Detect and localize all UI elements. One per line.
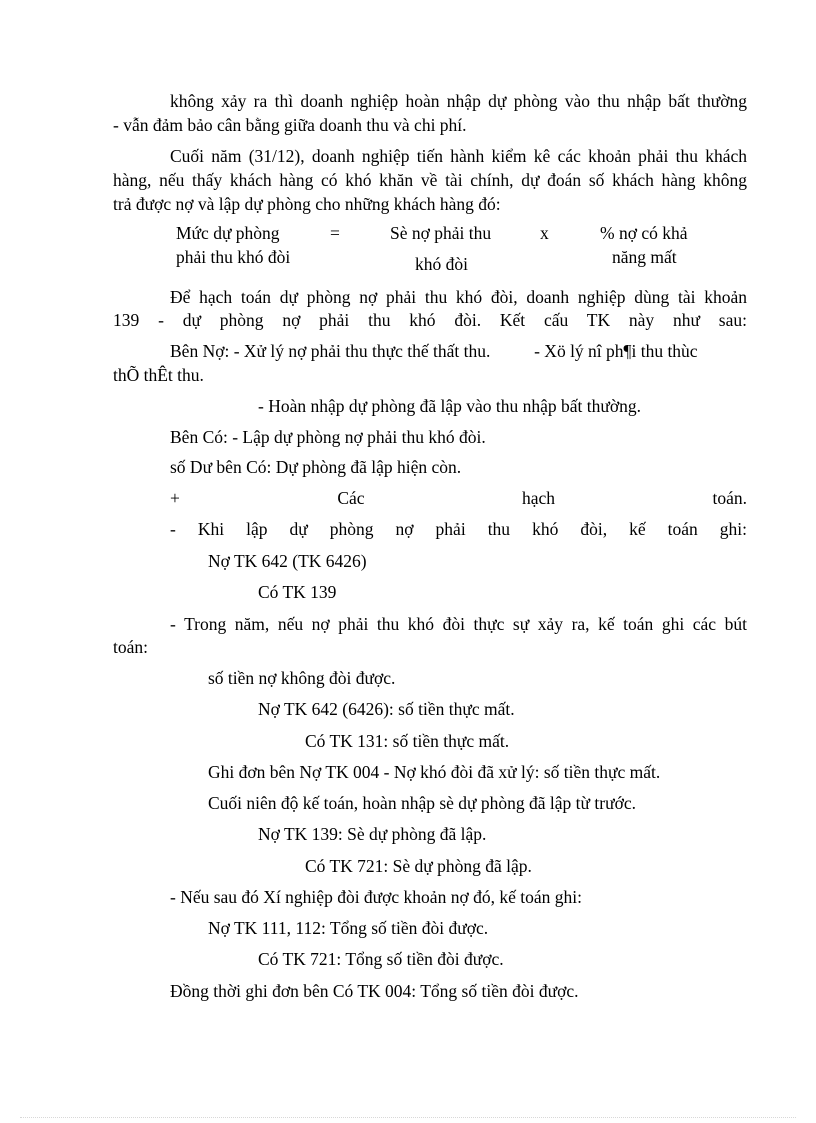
journal-debit: Nợ TK 642 (TK 6426) bbox=[208, 551, 367, 571]
memo-entry: Đồng thời ghi đơn bên Có TK 004: Tổng số tiền đòi được. bbox=[170, 981, 579, 1001]
entry-subline: Cuối niên độ kế toán, hoàn nhập sè dự phòng đã lập từ trước. bbox=[208, 793, 636, 813]
formula-middle-line1: Sè nợ phải thu bbox=[390, 223, 492, 243]
journal-credit: Có TK 139 bbox=[258, 582, 337, 602]
debit-side-line3: - Hoàn nhập dự phòng đã lập vào thu nhập bất thường. bbox=[258, 396, 642, 416]
credit-balance: số Dư bên Có: Dự phòng đã lập hiện còn. bbox=[170, 457, 462, 477]
paragraph-line: trả được nợ và lập dự phòng cho những khách hàng đó: bbox=[113, 194, 501, 214]
paragraph-line: không xảy ra thì doanh nghiệp hoàn nhập dự phòng vào thu nhập bất thường bbox=[170, 91, 747, 111]
paragraph-line: Để hạch toán dự phòng nợ phải thu khó đòi, doanh nghiệp dùng tài khoản bbox=[170, 287, 747, 307]
journal-credit: Có TK 721: Tổng số tiền đòi được. bbox=[258, 949, 504, 969]
entry-item-3: - Nếu sau đó Xí nghiệp đòi được khoản nợ đó, kế toán ghi: bbox=[170, 887, 582, 907]
formula-right-line2: năng mất bbox=[612, 247, 677, 267]
journal-debit: Nợ TK 111, 112: Tổng số tiền đòi được. bbox=[208, 918, 489, 938]
journal-credit: Có TK 721: Sè dự phòng đã lập. bbox=[305, 856, 532, 876]
formula-times-sign: x bbox=[540, 223, 549, 243]
debit-side-line2: thÕ thÊt thu. bbox=[113, 365, 204, 385]
credit-side: Bên Có: - Lập dự phòng nợ phải thu khó đòi. bbox=[170, 427, 486, 447]
formula-left-line1: Mức dự phòng bbox=[176, 223, 280, 243]
formula-right-line1: % nợ có khả bbox=[600, 223, 688, 243]
paragraph-line: Cuối năm (31/12), doanh nghiệp tiến hành kiểm kê các khoản phải thu khách bbox=[170, 146, 747, 166]
formula-left-line2: phải thu khó đòi bbox=[176, 247, 291, 267]
entry-subline: số tiền nợ không đòi được. bbox=[208, 668, 396, 688]
paragraph-line: 139 - dự phòng nợ phải thu khó đòi. Kết cấu TK này như sau: bbox=[113, 310, 747, 330]
entry-item-1: - Khi lập dự phòng nợ phải thu khó đòi, kế toán ghi: bbox=[170, 519, 747, 539]
debit-side-line1: Bên Nợ: - Xử lý nợ phải thu thực thế thất thu. - Xö lý nî ph¶i thu thùc bbox=[170, 341, 698, 361]
paragraph-line: hàng, nếu thấy khách hàng có khó khăn về tài chính, dự đoán số khách hàng không bbox=[113, 170, 747, 190]
memo-entry: Ghi đơn bên Nợ TK 004 - Nợ khó đòi đã xử lý: số tiền thực mất. bbox=[208, 762, 661, 782]
journal-debit: Nợ TK 139: Sè dự phòng đã lập. bbox=[258, 824, 487, 844]
paragraph-line: - vẫn đảm bảo cân bằng giữa doanh thu và chi phí. bbox=[113, 115, 467, 135]
formula-equals-sign: = bbox=[330, 223, 340, 243]
page-bottom-divider bbox=[20, 1117, 796, 1118]
entry-item-2: - Trong năm, nếu nợ phải thu khó đòi thực sự xảy ra, kế toán ghi các bút bbox=[170, 614, 747, 634]
entry-item-2-cont: toán: bbox=[113, 637, 148, 657]
entries-heading: + Các hạch toán. bbox=[170, 488, 747, 508]
journal-debit: Nợ TK 642 (6426): số tiền thực mất. bbox=[258, 699, 515, 719]
formula-middle-line2: khó đòi bbox=[415, 254, 468, 274]
journal-credit: Có TK 131: số tiền thực mất. bbox=[305, 731, 510, 751]
